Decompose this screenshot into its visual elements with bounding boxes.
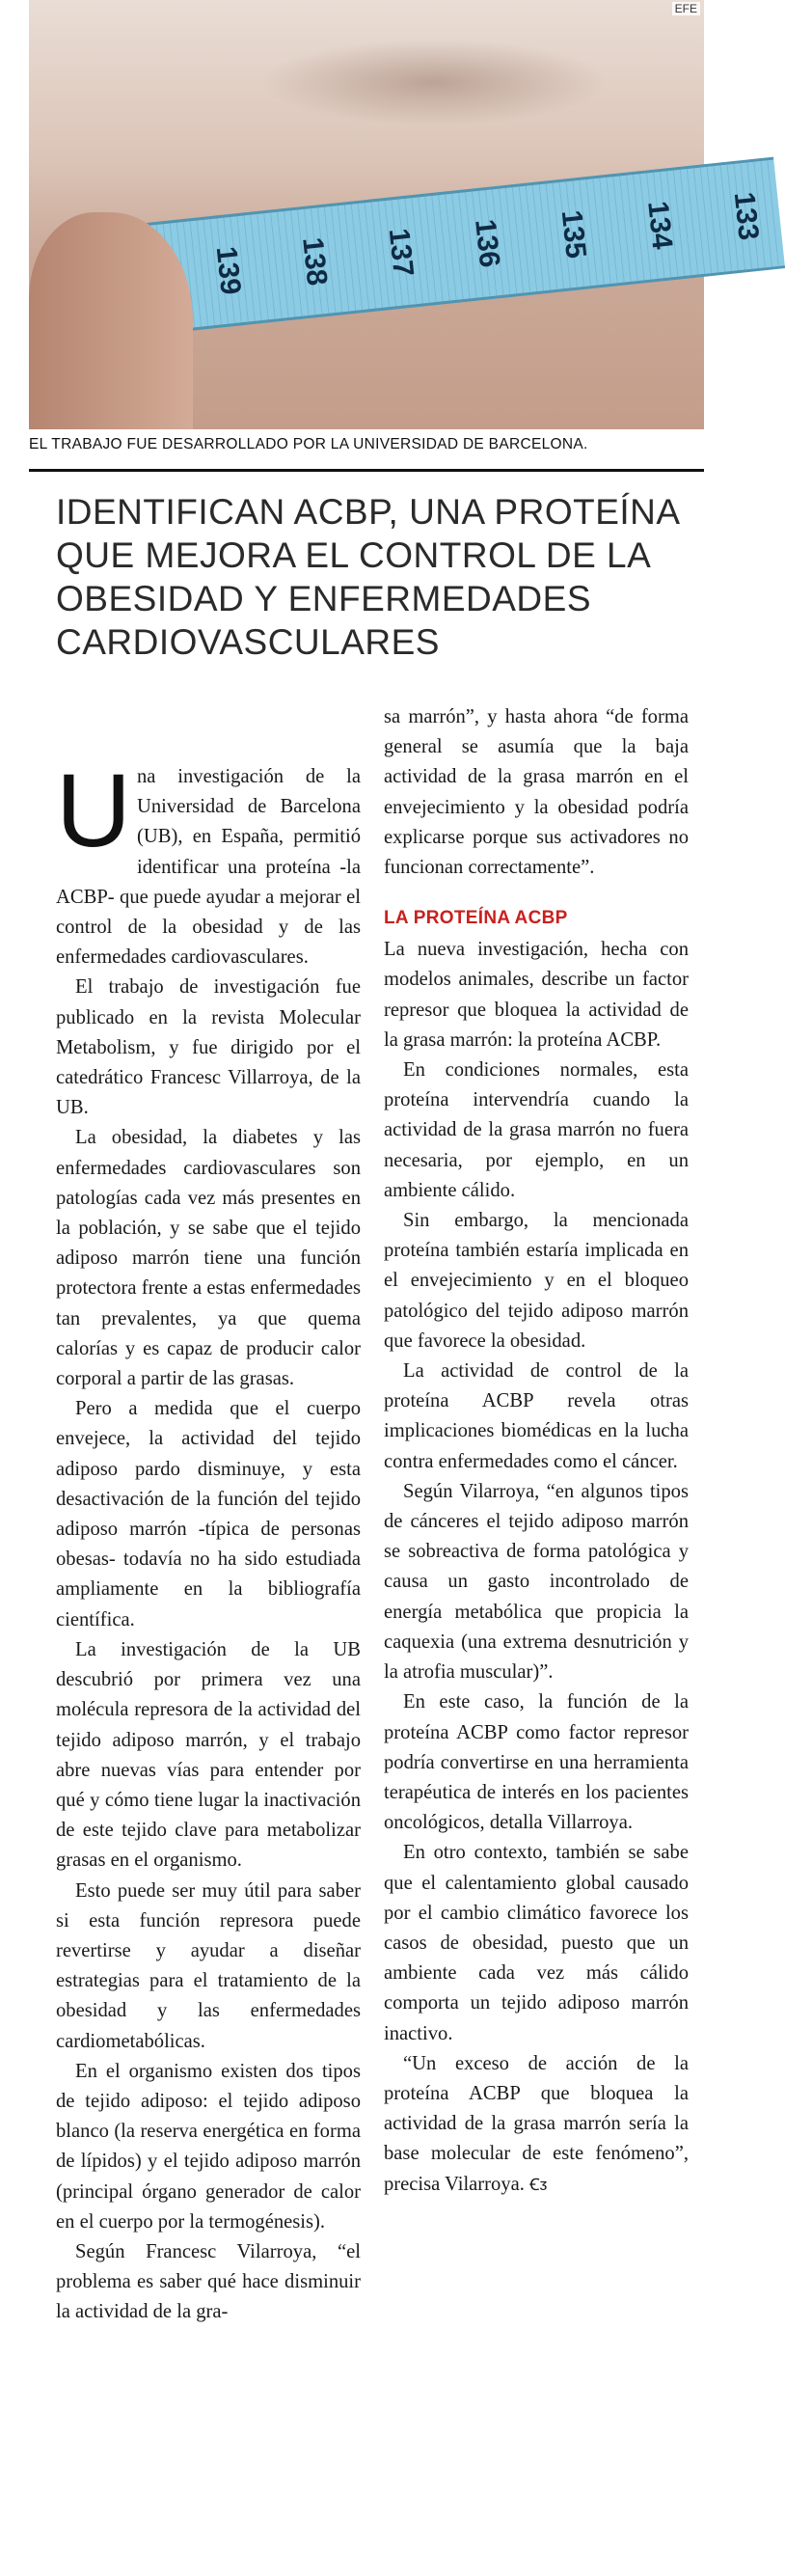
article-paragraph: El trabajo de investigación fue publicado en la revista Molecular Metabolism, y fue dirigido por el catedrático Francesc Villarroya, de la UB. (56, 976, 361, 1119)
end-mark-icon: Ꞓᴣ (529, 2175, 548, 2194)
divider (29, 469, 704, 472)
article-paragraph: En otro contexto, también se sabe que el calentamiento global causado por el cambio climático favorece los casos de obesidad, puesto que un ambiente cada vez más cálido comporta un tejido adiposo marrón inactivo. (384, 1842, 689, 2044)
article-paragraph (384, 2049, 689, 2200)
headline: IDENTIFICAN ACBP, UNA PROTEÍNA QUE MEJORA EL CONTROL DE LA OBESIDAD Y ENFERMEDADES CARDIOVASCULARES (56, 492, 679, 662)
article-paragraph: En el organismo existen dos tipos de tejido adiposo: el tejido adiposo blanco (la reserva energética en forma de lípidos) y el tejido adiposo marrón (principal órgano generador de calor en el cuerpo por la termogénesis). (56, 2060, 361, 2233)
article-paragraph: En condiciones normales, esta proteína intervendría cuando la actividad de la grasa marrón no fuera necesaria, por ejemplo, en un ambiente cálido. (384, 1059, 689, 1201)
article-paragraph: Sin embargo, la mencionada proteína también estaría implicada en el envejecimiento y en el bloqueo patológico del tejido adiposo marrón que favorece la obesidad. (384, 1210, 689, 1352)
tape-number: 137 (382, 226, 420, 279)
article-paragraph (56, 752, 361, 973)
photo-credit: EFE (672, 2, 700, 15)
article-paragraph: La actividad de control de la proteína ACBP revela otras implicaciones biomédicas en la lucha contra enfermedades como el cáncer. (384, 1360, 689, 1472)
tape-number: 138 (296, 235, 334, 288)
tape-number: 133 (727, 190, 765, 242)
article-paragraph: Esto puede ser muy útil para saber si esta función represora puede revertirse y ayudar a diseñar estrategias para el tratamiento de la obesidad y las enfermedades cardiometabólicas. (56, 1879, 361, 2052)
article-paragraph: La investigación de la UB descubrió por primera vez una molécula represora de la actividad del tejido adiposo marrón, y el trabajo abre nuevas vías para entender por qué y cómo tiene lugar la inactivación de este tejido clave para metabolizar grasas en el organismo. (56, 1638, 361, 1872)
tape-number: 134 (641, 199, 679, 251)
paragraph-text: “Un exceso de acción de la proteína ACBP que bloquea la actividad de la grasa marrón sería la base molecular de este fenómeno”, precisa Vilarroya. (384, 2052, 689, 2195)
navel-shadow (260, 39, 608, 125)
photo-caption: EL TRABAJO FUE DESARROLLADO POR LA UNIVERSIDAD DE BARCELONA. (29, 436, 588, 452)
section-subhead: LA PROTEÍNA ACBP (384, 908, 568, 929)
article-column-right (384, 702, 689, 2200)
drop-cap: U (56, 752, 131, 868)
tape-number: 136 (469, 217, 506, 269)
article-photo (29, 0, 765, 429)
tape-number: 139 (209, 244, 247, 297)
article-column-left (56, 752, 361, 2328)
article-paragraph: En este caso, la función de la proteína ACBP como factor represor podría convertirse en una herramienta terapéutica de interés en los pacientes oncológicos, detalla Villarroya. (384, 1691, 689, 1834)
article-paragraph: La obesidad, la diabetes y las enfermedades cardiovasculares son patologías cada vez más presentes en la población, y se sabe que el tejido adiposo marrón tiene una función protectora frente a estas enfermedades tan prevalentes, ya que quema calorías y es capaz de producir calor corporal a partir de las grasas. (56, 1127, 361, 1390)
tape-number: 135 (555, 208, 592, 260)
article-paragraph: Según Vilarroya, “en algunos tipos de cánceres el tejido adiposo marrón se sobreactiva de forma patológica y causa un gasto incontrolado de energía metabólica que propicia la caquexia (una extrema desnutrición y la atrofia muscular)”. (384, 1480, 689, 1684)
article-paragraph: Según Francesc Vilarroya, “el problema es saber qué hace disminuir la actividad de la gra- (56, 2240, 361, 2323)
paragraph-text: na investigación de la Universidad de Barcelona (UB), en España, permitió identificar una proteína -la ACBP- que puede ayudar a mejorar el control de la obesidad y de las enfermedades cardiovasculares. (56, 766, 361, 969)
article-paragraph: sa marrón”, y hasta ahora “de forma general se asumía que la baja actividad de la grasa marrón en el envejecimiento y la obesidad podría explicarse porque sus activadores no funcionan correctamente”. (384, 706, 689, 879)
article-paragraph: Pero a medida que el cuerpo envejece, la actividad del tejido adiposo pardo disminuye, y esta desactivación de la función del tejido adiposo marrón -típica de personas obesas- todavía no ha sido estudiada ampliamente en la bibliografía científica. (56, 1398, 361, 1631)
hand (29, 212, 193, 429)
article-paragraph: La nueva investigación, hecha con modelos animales, describe un factor represor que bloquea la actividad de la grasa marrón: la proteína ACBP. (384, 939, 689, 1051)
